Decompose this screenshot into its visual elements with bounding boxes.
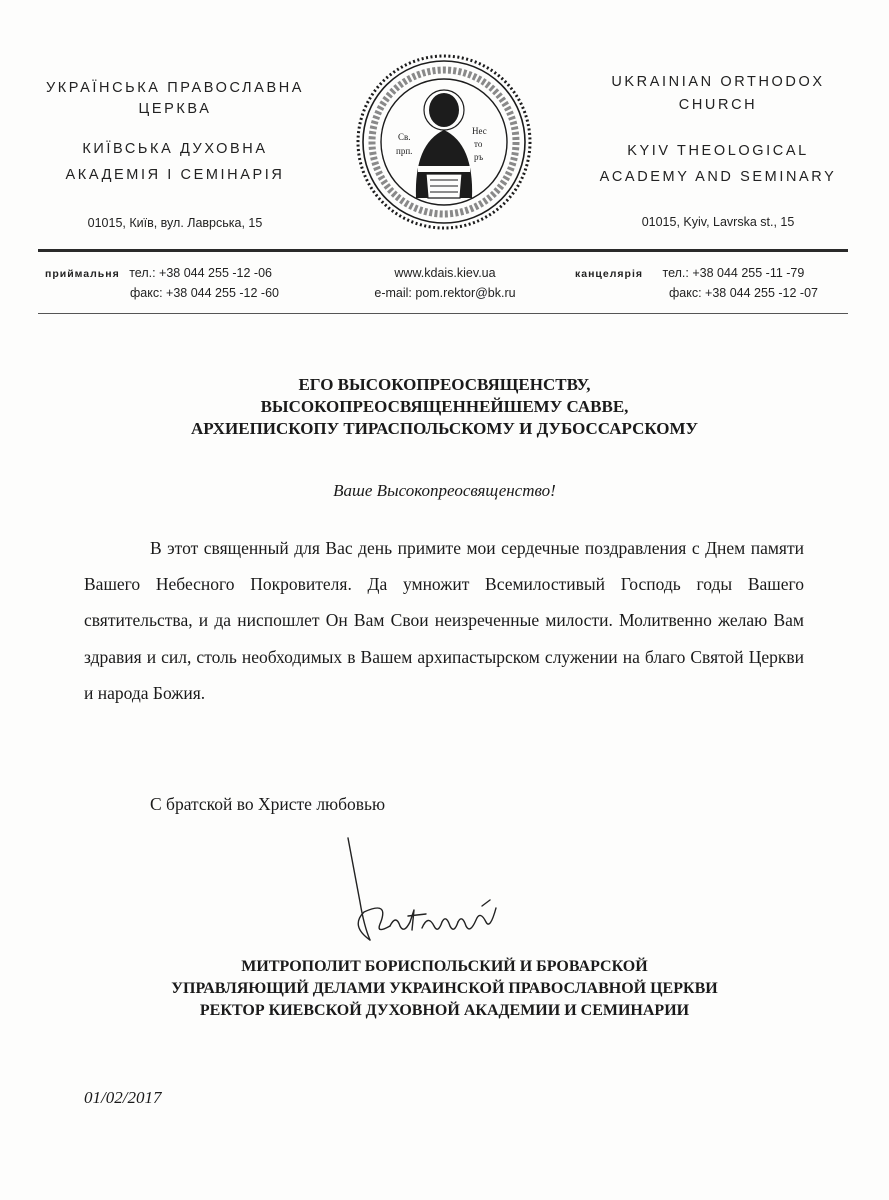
header-right-line4: ACADEMY AND SEMINARY [599, 169, 837, 185]
letter-body: В этот священный для Вас день примите мои сердечные поздравления с Днем памяти Вашего Небесного Покровителя. Да умножит Всемилостивый Господь годы Вашего святительства, и да ниспошлет Он Вам Свои неизреченные милости. Молитвенно желаю Вам здравия и сил, столь необходимых в Вашем архипастырском служении на благо Святой Церкви и народа Божия. [84, 538, 804, 703]
addressee-line1: ЕГО ВЫСОКОПРЕОСВЯЩЕНСТВУ, [298, 375, 591, 394]
contact-website[interactable]: www.kdais.kiev.ua [394, 266, 496, 280]
contact-right-fax: факс: +38 044 255 -12 -07 [669, 286, 818, 300]
svg-text:Нес: Нес [472, 126, 487, 136]
header-left-line2: ЦЕРКВА [138, 101, 212, 117]
header-right-line1: UKRAINIAN ORTHODOX [611, 74, 825, 90]
signer-line3: РЕКТОР КИЕВСКОЙ ДУХОВНОЙ АКАДЕМИИ И СЕМИНАРИИ [199, 1002, 690, 1019]
signer-line1: МИТРОПОЛИТ БОРИСПОЛЬСКИЙ И БРОВАРСКОЙ [241, 958, 648, 975]
header-right-address: 01015, Kyiv, Lavrska st., 15 [641, 215, 795, 229]
header-divider-thick [38, 249, 848, 252]
svg-text:прп.: прп. [396, 146, 413, 156]
header-left-address: 01015, Київ, вул. Лаврська, 15 [87, 216, 263, 230]
header-right-line3: KYIV THEOLOGICAL [627, 143, 809, 159]
signer-line2: УПРАВЛЯЮЩИЙ ДЕЛАМИ УКРАИНСКОЙ ПРАВОСЛАВНОЙ ЦЕРКВИ [171, 980, 718, 997]
letter-date: 01/02/2017 [84, 1088, 162, 1107]
svg-text:Св.: Св. [398, 132, 411, 142]
contact-right-phone [575, 266, 804, 280]
header-left-line4: АКАДЕМІЯ І СЕМІНАРІЯ [65, 167, 285, 183]
academy-seal [356, 48, 532, 238]
header-right-line2: CHURCH [678, 97, 758, 113]
contact-left-phone-value: тел.: +38 044 255 -12 -06 [129, 266, 272, 280]
handwritten-signature [330, 830, 520, 950]
addressee-line3: АРХИЕПИСКОПУ ТИРАСПОЛЬСКОМУ И ДУБОССАРСКОМУ [190, 419, 699, 438]
header-left-line1: УКРАЇНСЬКА ПРАВОСЛАВНА [45, 80, 305, 96]
contact-left-label: приймальня [45, 268, 120, 280]
letter-closing: С братской во Христе любовью [150, 794, 386, 814]
letter-greeting: Ваше Высокопреосвященство! [333, 481, 556, 500]
header-divider-thin [38, 313, 848, 314]
header-left-line3: КИЇВСЬКА ДУХОВНА [82, 141, 268, 157]
svg-text:ръ: ръ [474, 152, 484, 162]
contact-right-label: канцелярія [575, 268, 643, 280]
contact-left-phone [45, 266, 272, 280]
contact-left-fax: факс: +38 044 255 -12 -60 [130, 286, 279, 300]
addressee-line2: ВЫСОКОПРЕОСВЯЩЕННЕЙШЕМУ САВВЕ, [260, 397, 629, 416]
svg-text:то: то [474, 139, 483, 149]
contact-email[interactable]: e-mail: pom.rektor@bk.ru [374, 286, 516, 300]
contact-right-phone-value: тел.: +38 044 255 -11 -79 [662, 266, 805, 280]
